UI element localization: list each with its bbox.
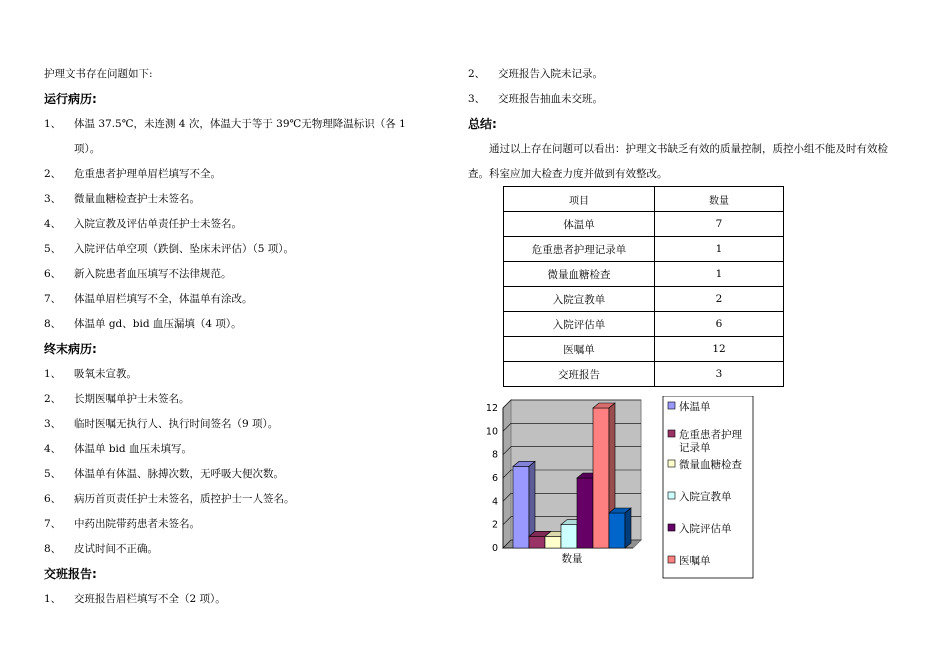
list-item bbox=[44, 587, 439, 612]
list-item bbox=[44, 387, 439, 412]
data-table bbox=[503, 186, 784, 387]
table-cell: 6 bbox=[655, 312, 784, 337]
legend-label-continued: 记录单 bbox=[679, 442, 711, 454]
y-tick-label: 8 bbox=[491, 449, 498, 461]
list-item-number: 3、 bbox=[44, 418, 62, 430]
list-item-text: 微量血糖检查护士未签名。 bbox=[74, 193, 200, 205]
list-item bbox=[44, 162, 439, 187]
list-item-text: 中药出院带药患者未签名。 bbox=[74, 518, 200, 530]
list-item-text: 皮试时间不正确。 bbox=[74, 543, 158, 555]
table-row bbox=[504, 362, 784, 387]
y-tick-label: 12 bbox=[485, 403, 498, 414]
list-item-number: 3、 bbox=[44, 193, 62, 205]
list-item-number: 7、 bbox=[44, 518, 62, 530]
list-item-text: 危重患者护理单眉栏填写不全。 bbox=[74, 168, 221, 180]
list-item-text: 临时医嘱无执行人、执行时间签名（9 项）。 bbox=[74, 418, 279, 430]
right-items bbox=[468, 62, 898, 112]
table-cell: 1 bbox=[655, 262, 784, 287]
table-row bbox=[504, 337, 784, 362]
table-cell: 入院评估单 bbox=[504, 312, 655, 337]
table-header-cell: 数量 bbox=[655, 187, 784, 212]
table-row bbox=[504, 212, 784, 237]
list-item-number: 8、 bbox=[44, 318, 62, 330]
left-column bbox=[44, 62, 439, 612]
list-item-text: 体温单 bid 血压未填写。 bbox=[74, 443, 192, 455]
legend-label: 危重患者护理 bbox=[679, 429, 742, 441]
table-cell: 医嘱单 bbox=[504, 337, 655, 362]
table-cell: 危重患者护理记录单 bbox=[504, 237, 655, 262]
legend-swatch bbox=[668, 460, 675, 467]
y-tick-label: 4 bbox=[491, 496, 498, 508]
list-item-text: 吸氧未宣教。 bbox=[74, 368, 137, 380]
legend-swatch bbox=[668, 402, 675, 409]
list-item-text: 体温单 gd、bid 血压漏填（4 项）。 bbox=[74, 318, 242, 330]
list-item-text: 病历首页责任护士未签名，质控护士一人签名。 bbox=[74, 493, 295, 505]
table-cell: 3 bbox=[655, 362, 784, 387]
list-item-number: 5、 bbox=[44, 243, 62, 255]
list-item bbox=[44, 437, 439, 462]
legend-label: 入院宣教单 bbox=[679, 491, 732, 503]
summary-title: 总结: bbox=[468, 117, 497, 131]
list-item-number: 5、 bbox=[44, 468, 62, 480]
legend-swatch bbox=[668, 556, 675, 563]
list-item bbox=[44, 512, 439, 537]
list-item bbox=[44, 287, 439, 312]
list-item bbox=[468, 62, 898, 87]
list-item bbox=[44, 487, 439, 512]
x-category-label: 数量 bbox=[561, 553, 583, 565]
list-item-number: 1、 bbox=[44, 593, 62, 605]
table-header-cell: 项目 bbox=[504, 187, 655, 212]
list-item bbox=[44, 237, 439, 262]
list-item-number: 6、 bbox=[44, 268, 62, 280]
table-cell: 入院宣教单 bbox=[504, 287, 655, 312]
table-row bbox=[504, 262, 784, 287]
chart-bar bbox=[593, 408, 609, 548]
legend-swatch bbox=[668, 524, 675, 531]
list-item bbox=[44, 112, 439, 137]
list-item bbox=[468, 87, 898, 112]
y-tick-label: 0 bbox=[491, 543, 498, 554]
legend-label: 微量血糖检查 bbox=[679, 459, 742, 471]
chart-legend bbox=[663, 396, 753, 578]
left-sections bbox=[44, 87, 439, 612]
list-item-text: 入院宣教及评估单责任护士未签名。 bbox=[74, 218, 242, 230]
list-item bbox=[44, 412, 439, 437]
section-title: 交班报告: bbox=[44, 567, 97, 581]
table-row bbox=[504, 287, 784, 312]
list-item-text: 交班报告眉栏填写不全（2 项）。 bbox=[74, 593, 226, 605]
list-item bbox=[44, 187, 439, 212]
table-cell: 交班报告 bbox=[504, 362, 655, 387]
legend-label: 医嘱单 bbox=[679, 555, 711, 567]
list-item-number: 4、 bbox=[44, 218, 62, 230]
list-item-number: 4、 bbox=[44, 443, 62, 455]
section-title: 运行病历: bbox=[44, 92, 97, 106]
list-item-text: 体温 37.5℃，未连测 4 次，体温大于等于 39℃无物理降温标识（各 1 bbox=[74, 118, 406, 130]
list-item bbox=[44, 212, 439, 237]
list-item bbox=[44, 262, 439, 287]
list-item-text: 体温单眉栏填写不全，体温单有涂改。 bbox=[74, 293, 253, 305]
table-header-row bbox=[504, 187, 784, 212]
list-item-number: 1、 bbox=[44, 118, 62, 130]
list-item-number: 3、 bbox=[468, 93, 486, 105]
list-item-text: 交班报告入院未记录。 bbox=[498, 68, 603, 80]
y-tick-label: 10 bbox=[485, 426, 498, 438]
table-cell: 7 bbox=[655, 212, 784, 237]
list-item-text: 交班报告抽血未交班。 bbox=[498, 93, 603, 105]
list-item bbox=[44, 537, 439, 562]
bar-chart bbox=[470, 396, 790, 586]
list-item-text: 长期医嘱单护士未签名。 bbox=[74, 393, 190, 405]
chart-bar bbox=[545, 536, 561, 548]
list-item-number: 6、 bbox=[44, 493, 62, 505]
table-cell: 2 bbox=[655, 287, 784, 312]
chart-bar bbox=[529, 536, 545, 548]
table-row bbox=[504, 312, 784, 337]
list-item-number: 1、 bbox=[44, 368, 62, 380]
list-item-number: 2、 bbox=[44, 393, 62, 405]
list-item bbox=[44, 362, 439, 387]
y-tick-label: 2 bbox=[491, 519, 498, 531]
list-item-number: 8、 bbox=[44, 543, 62, 555]
legend-label: 入院评估单 bbox=[679, 523, 732, 535]
chart-bar bbox=[577, 478, 593, 548]
chart-bar bbox=[561, 525, 577, 548]
summary-text: 通过以上存在问题可以看出：护理文书缺乏有效的质量控制，质控小组不能及时有效检查。科室应加大检查力度并做到有效整改。 bbox=[468, 143, 888, 180]
y-tick-label: 6 bbox=[491, 473, 498, 484]
chart-bar bbox=[609, 513, 625, 548]
legend-swatch bbox=[668, 430, 675, 437]
list-item-text: 体温单有体温、脉搏次数，无呼吸大便次数。 bbox=[74, 468, 284, 480]
list-item-number: 2、 bbox=[44, 168, 62, 180]
table-cell: 12 bbox=[655, 337, 784, 362]
table-cell: 微量血糖检查 bbox=[504, 262, 655, 287]
list-item-continuation: 项）。 bbox=[74, 143, 101, 155]
chart-bar bbox=[513, 466, 529, 548]
intro-text: 护理文书存在问题如下: bbox=[44, 68, 153, 80]
section-title: 终末病历: bbox=[44, 342, 97, 356]
chart-bar-side bbox=[625, 508, 631, 548]
legend-swatch bbox=[668, 492, 675, 499]
table-row bbox=[504, 237, 784, 262]
list-item bbox=[44, 312, 439, 337]
list-item bbox=[44, 462, 439, 487]
list-item-text: 新入院患者血压填写不法律规范。 bbox=[74, 268, 232, 280]
legend-label: 体温单 bbox=[679, 401, 711, 413]
list-item-number: 7、 bbox=[44, 293, 62, 305]
list-item-number: 2、 bbox=[468, 68, 486, 80]
table-cell: 体温单 bbox=[504, 212, 655, 237]
right-column bbox=[468, 62, 898, 187]
table-cell: 1 bbox=[655, 237, 784, 262]
list-item-text: 入院评估单空项（跌倒、坠床未评估）（5 项）。 bbox=[74, 243, 295, 255]
